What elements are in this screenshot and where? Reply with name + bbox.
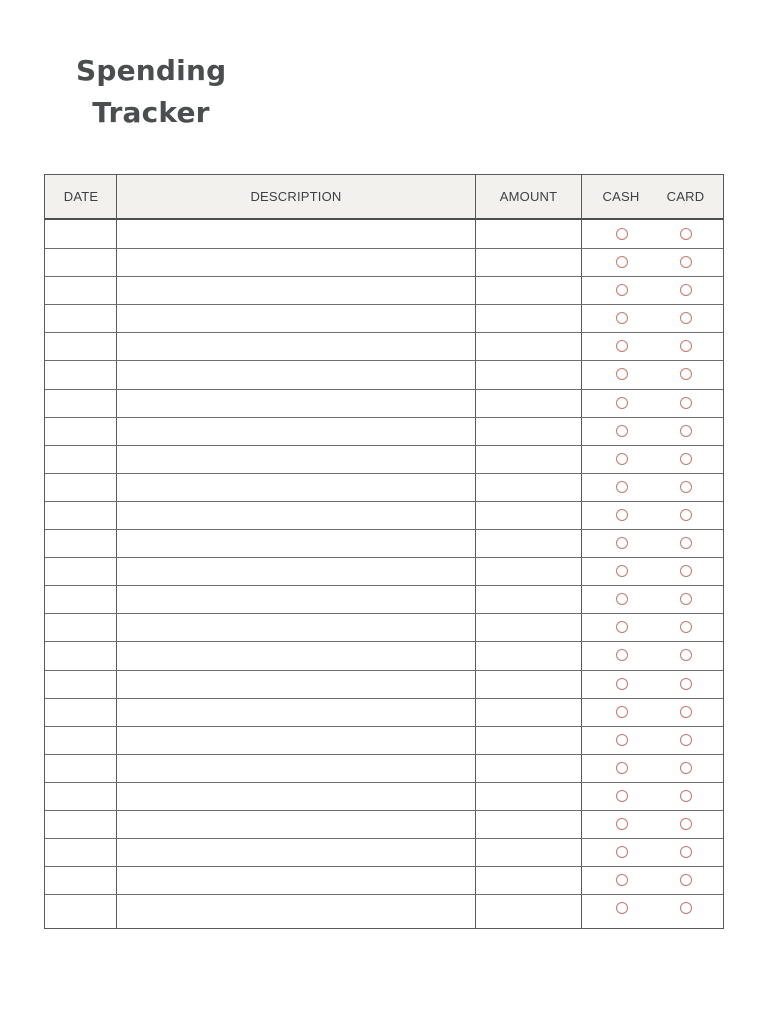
table-row <box>45 699 723 727</box>
card-radio[interactable] <box>680 368 692 380</box>
table-row <box>45 221 723 249</box>
table-row <box>45 811 723 839</box>
table-row <box>45 446 723 474</box>
table-row <box>45 277 723 305</box>
cash-radio[interactable] <box>616 762 628 774</box>
cash-radio[interactable] <box>616 312 628 324</box>
table-row <box>45 727 723 755</box>
cash-radio[interactable] <box>616 397 628 409</box>
table-row <box>45 502 723 530</box>
cash-radio[interactable] <box>616 678 628 690</box>
table-row <box>45 586 723 614</box>
card-radio[interactable] <box>680 228 692 240</box>
table-body <box>45 221 723 929</box>
card-radio[interactable] <box>680 678 692 690</box>
card-radio[interactable] <box>680 790 692 802</box>
title-line-1: Spending <box>76 54 227 87</box>
table-row <box>45 755 723 783</box>
table-row <box>45 530 723 558</box>
title-line-2: Tracker <box>92 96 210 129</box>
cash-radio[interactable] <box>616 481 628 493</box>
column-header-amount: AMOUNT <box>499 189 558 204</box>
card-radio[interactable] <box>680 818 692 830</box>
table-row <box>45 839 723 867</box>
card-radio[interactable] <box>680 284 692 296</box>
table-row <box>45 390 723 418</box>
cash-radio[interactable] <box>616 621 628 633</box>
card-radio[interactable] <box>680 425 692 437</box>
table-row <box>45 671 723 699</box>
column-header-card: CARD <box>666 189 705 204</box>
card-radio[interactable] <box>680 509 692 521</box>
card-radio[interactable] <box>680 453 692 465</box>
table-row <box>45 642 723 670</box>
cash-radio[interactable] <box>616 425 628 437</box>
table-row <box>45 418 723 446</box>
card-radio[interactable] <box>680 649 692 661</box>
card-radio[interactable] <box>680 621 692 633</box>
table-row <box>45 558 723 586</box>
card-radio[interactable] <box>680 312 692 324</box>
card-radio[interactable] <box>680 874 692 886</box>
card-radio[interactable] <box>680 846 692 858</box>
card-radio[interactable] <box>680 256 692 268</box>
card-radio[interactable] <box>680 902 692 914</box>
table-row <box>45 783 723 811</box>
cash-radio[interactable] <box>616 284 628 296</box>
cash-radio[interactable] <box>616 340 628 352</box>
column-header-date: DATE <box>63 189 99 204</box>
cash-radio[interactable] <box>616 902 628 914</box>
cash-radio[interactable] <box>616 453 628 465</box>
table-row <box>45 895 723 923</box>
card-radio[interactable] <box>680 481 692 493</box>
table-row <box>45 867 723 895</box>
cash-radio[interactable] <box>616 818 628 830</box>
table-row <box>45 249 723 277</box>
cash-radio[interactable] <box>616 228 628 240</box>
table-row <box>45 305 723 333</box>
table-row <box>45 614 723 642</box>
cash-radio[interactable] <box>616 509 628 521</box>
card-radio[interactable] <box>680 762 692 774</box>
cash-radio[interactable] <box>616 874 628 886</box>
card-radio[interactable] <box>680 537 692 549</box>
cash-radio[interactable] <box>616 537 628 549</box>
cash-radio[interactable] <box>616 790 628 802</box>
table-row <box>45 361 723 389</box>
cash-radio[interactable] <box>616 368 628 380</box>
cash-radio[interactable] <box>616 846 628 858</box>
cash-radio[interactable] <box>616 565 628 577</box>
card-radio[interactable] <box>680 593 692 605</box>
cash-radio[interactable] <box>616 706 628 718</box>
card-radio[interactable] <box>680 397 692 409</box>
cash-radio[interactable] <box>616 649 628 661</box>
spending-tracker-table <box>44 174 724 929</box>
cash-radio[interactable] <box>616 256 628 268</box>
card-radio[interactable] <box>680 340 692 352</box>
table-row <box>45 474 723 502</box>
cash-radio[interactable] <box>616 734 628 746</box>
table-row <box>45 333 723 361</box>
column-header-cash: CASH <box>602 189 640 204</box>
card-radio[interactable] <box>680 734 692 746</box>
column-header-description: DESCRIPTION <box>250 189 342 204</box>
card-radio[interactable] <box>680 706 692 718</box>
cash-radio[interactable] <box>616 593 628 605</box>
card-radio[interactable] <box>680 565 692 577</box>
page-title <box>76 50 226 134</box>
table-header <box>45 175 723 220</box>
